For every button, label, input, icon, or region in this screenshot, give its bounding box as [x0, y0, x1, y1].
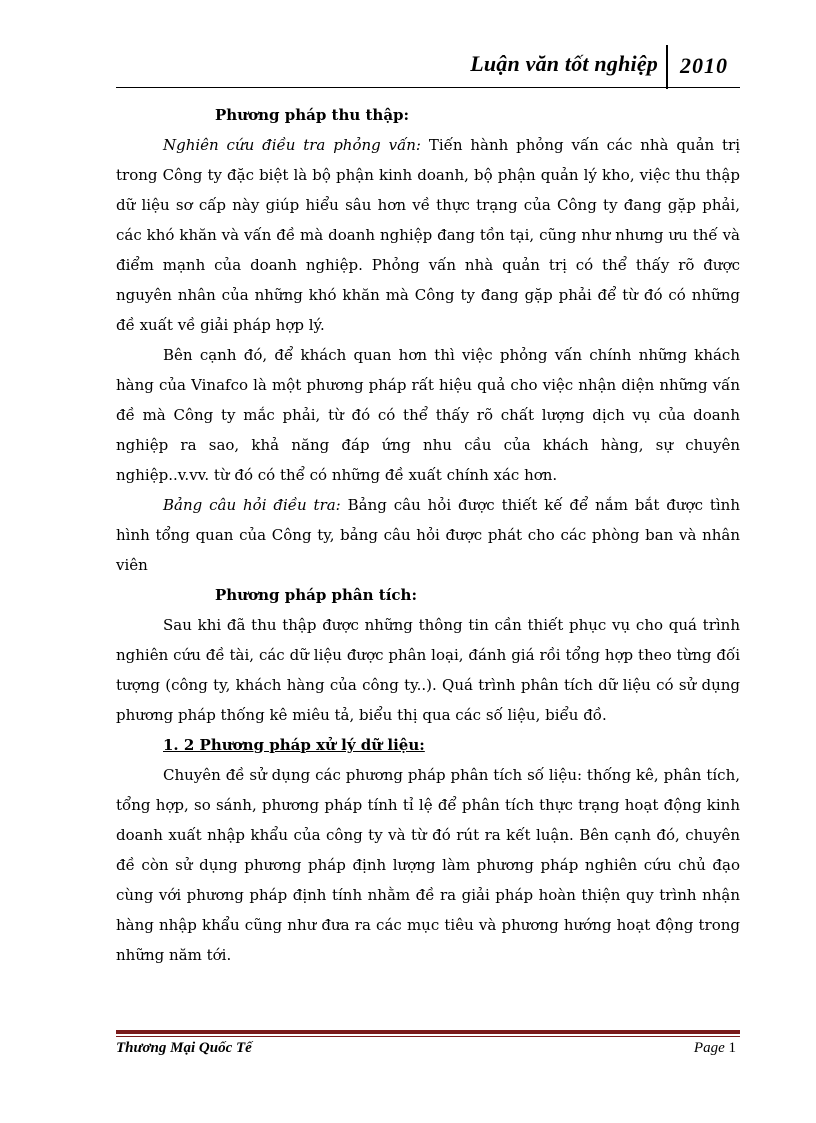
- footer-rule-thick: [116, 1030, 740, 1034]
- interview-text: Tiến hành phỏng vấn các nhà quản trị trong Công ty đặc biệt là bộ phận kinh doanh, bộ phận quản lý kho, việc thu thập dữ liệu sơ cấp này giúp hiểu sâu hơn về thực trạng của Công ty đang gặp phải, các khó khăn và vấn đề mà doanh nghiệp đang tồn tại, cũng như nhưng ưu thế và điểm mạnh của doanh nghiệp. Phỏng vấn nhà quản trị có thể thấy rõ được nguyên nhân của những khó khăn mà Công ty đang gặp phải để từ đó có những đề xuất về giải pháp hợp lý.: [116, 136, 741, 334]
- header-rule: [116, 87, 740, 88]
- questionnaire-text: Bảng câu hỏi được thiết kế để nắm bắt được tình hình tổng quan của Công ty, bảng câu hỏi được phát cho các phòng ban và nhân viên: [116, 496, 741, 574]
- footer-course-name: Thương Mại Quốc Tế: [116, 1040, 252, 1056]
- page-header: [116, 45, 740, 91]
- page-number: 1: [728, 1040, 736, 1056]
- questionnaire-label: Bảng câu hỏi điều tra:: [163, 496, 341, 514]
- paragraph-data-processing: Chuyên đề sử dụng các phương pháp phân tích số liệu: thống kê, phân tích, tổng hợp, so sánh, phương pháp tính tỉ lệ để phân tích thực trạng hoạt động kinh doanh xuất nhập khẩu của công ty và từ đó rút ra kết luận. Bên cạnh đó, chuyên đề còn sử dụng phương pháp định lượng làm phương pháp nghiên cứu chủ đạo cùng với phương pháp định tính nhằm đề ra giải pháp hoàn thiện quy trình nhận hàng nhập khẩu cũng như đưa ra các mục tiêu và phương hướng hoạt động trong những năm tới.: [116, 766, 740, 964]
- page-label: Page: [693, 1040, 725, 1056]
- paragraph-customer-interview: Bên cạnh đó, để khách quan hơn thì việc phỏng vấn chính những khách hàng của Vinafco là một phương pháp rất hiệu quả cho việc nhận diện những vấn đề mà Công ty mắc phải, từ đó có thể thấy rõ chất lượng dịch vụ của doanh nghiệp ra sao, khả năng đáp ứng nhu cầu của khách hàng, sự chuyên nghiệp..v.vv. từ đó có thể có những đề xuất chính xác hơn.: [116, 346, 740, 484]
- paragraph-analysis: Sau khi đã thu thập được những thông tin cần thiết phục vụ cho quá trình nghiên cứu đề tài, các dữ liệu được phân loại, đánh giá rồi tổng hợp theo từng đối tượng (công ty, khách hàng của công ty..). Quá trình phân tích dữ liệu có sử dụng phương pháp thống kê miêu tả, biểu thị qua các số liệu, biểu đồ.: [116, 616, 740, 724]
- footer-page-number: [694, 1040, 736, 1057]
- heading-collection-method: Phương pháp thu thập:: [215, 106, 410, 124]
- footer-rule-thin: [116, 1036, 740, 1037]
- paragraph-questionnaire: [116, 490, 740, 580]
- document-body: [116, 100, 740, 970]
- header-divider: [666, 45, 668, 89]
- section-heading-data-processing: [116, 730, 740, 760]
- section-heading-text: 1. 2 Phương pháp xử lý dữ liệu:: [163, 736, 425, 754]
- interview-label: Nghiên cứu điều tra phỏng vấn:: [163, 136, 421, 154]
- paragraph-interview: [116, 130, 740, 340]
- header-year: 2010: [680, 53, 728, 78]
- heading-analysis-method: Phương pháp phân tích:: [215, 586, 417, 604]
- header-title: Luận văn tốt nghiệp: [470, 51, 658, 76]
